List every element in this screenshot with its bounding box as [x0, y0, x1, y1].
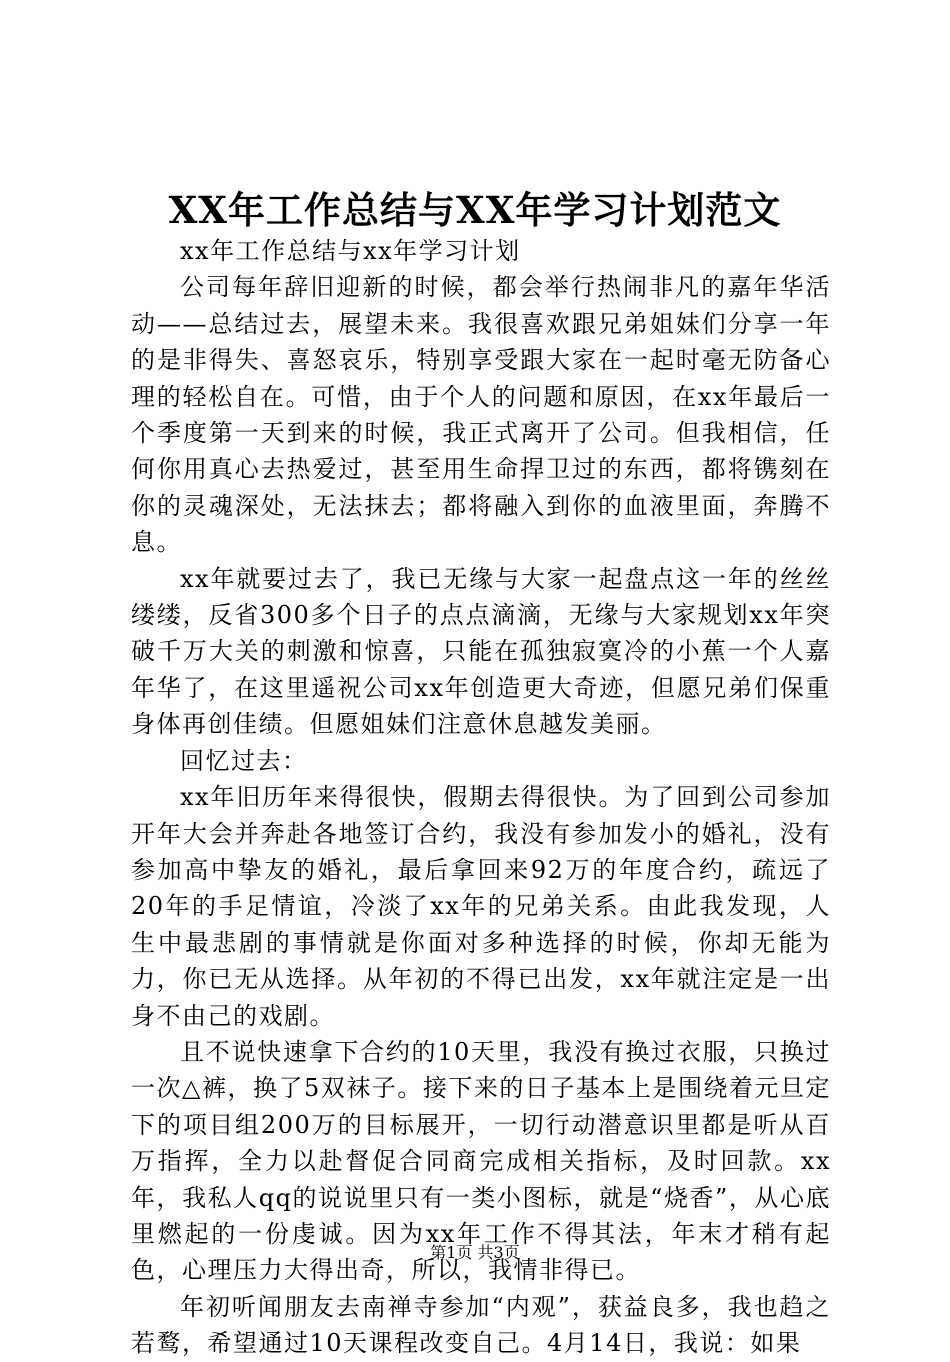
paragraph-subtitle: xx年工作总结与xx年学习计划	[180, 237, 521, 265]
document-title: XX年工作总结与XX年学习计划范文	[168, 188, 782, 232]
paragraph: 年初听闻朋友去南禅寺参加“内观”，获益良多，我也趋之若鹜，希望通过10天课程改变自己。4月14日，我说：如果	[131, 1292, 831, 1358]
section-heading: 回忆过去：	[180, 746, 308, 775]
document-body	[131, 233, 831, 1362]
page-footer: 第1页 共3页	[430, 1243, 520, 1262]
paragraph: 公司每年辞旧迎新的时候，都会举行热闹非凡的嘉年华活动——总结过去，展望未来。我很喜欢跟兄弟姐妹们分享一年的是非得失、喜怒哀乐，特别享受跟大家在一起时毫无防备心理的轻松自在。可惜，由于个人的问题和原因，在xx年最后一个季度第一天到来的时候，我正式离开了公司。但我相信，任何你用真心去热爱过，甚至用生命捍卫过的东西，都将镌刻在你的灵魂深处，无法抹去；都将融入到你的血液里面，奔腾不息。	[131, 273, 831, 557]
paragraph: 且不说快速拿下合约的10天里，我没有换过衣服，只换过一次△裤，换了5双袜子。接下来的日子基本上是围绕着元旦定下的项目组200万的目标展开，一切行动潜意识里都是听从百万指挥，全力以赴督促合同商完成相关指标，及时回款。xx年，我私人qq的说说里只有一类小图标，就是“烧香”，从心底里燃起的一份虔诚。因为xx年工作不得其法，年末才稍有起色，心理压力大得出奇，所以，我情非得已。	[131, 1037, 831, 1285]
paragraph: xx年旧历年来得很快，假期去得很快。为了回到公司参加开年大会并奔赴各地签订合约，我没有参加发小的婚礼，没有参加高中挚友的婚礼，最后拿回来92万的年度合约，疏远了20年的手足情谊，冷淡了xx年的兄弟关系。由此我发现，人生中最悲剧的事情就是你面对多种选择的时候，你却无能为力，你已无从选择。从年初的不得已出发，xx年就注定是一出身不由己的戏剧。	[131, 783, 831, 1030]
paragraph: xx年就要过去了，我已无缘与大家一起盘点这一年的丝丝缕缕，反省300多个日子的点点滴滴，无缘与大家规划xx年突破千万大关的刺激和惊喜，只能在孤独寂寞冷的小蕉一个人嘉年华了，在这里遥祝公司xx年创造更大奇迹，但愿兄弟们保重身体再创佳绩。但愿姐妹们注意休息越发美丽。	[131, 564, 831, 739]
